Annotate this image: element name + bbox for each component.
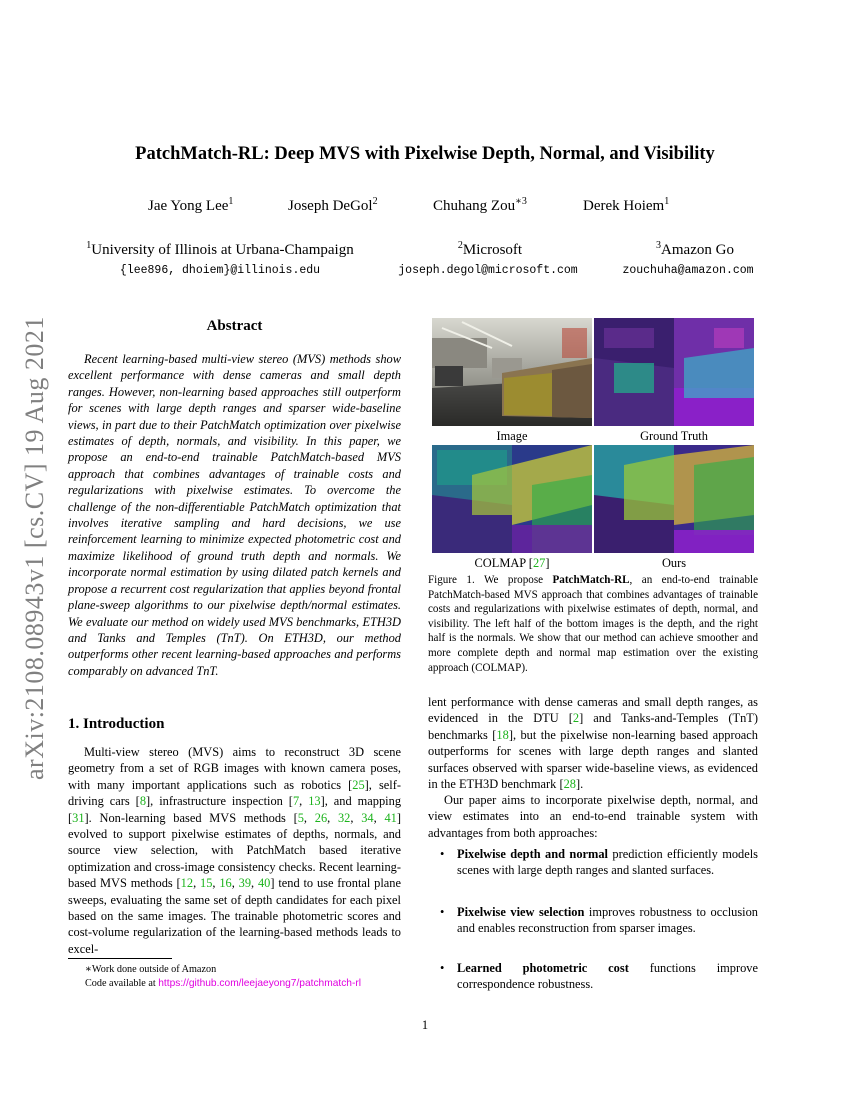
intro-paragraph: Multi-view stereo (MVS) aims to reconstruct 3D scene geometry from a set of RGB images with known camera poses, with many important applications such as robotics [25], self-driving cars [8], infrastructure inspection [7, 13], and mapping [31]. Non-learning based MVS methods [5, 26, 32, 34, 41] evolved to support pixelwise estimates of depths, normals, and source view selection, with PatchMatch based iterative optimization and cross-image consistency checks. Recent learning-based MVS methods [12, 15, 16, 39, 40] tend to use frontal plane sweeps, evaluating the same set of depth candidates for each pixel based on the same images. The trainable photometric scores and cost-volume regularization of the learning-based methods leads to excel-	[68, 745, 402, 956]
citation-link[interactable]: 12	[180, 876, 194, 891]
citation-link[interactable]: 31	[72, 810, 85, 825]
bullet-item: • Pixelwise depth and normal prediction efficiently models scenes with large depth ranges and slanted surfaces.	[440, 847, 758, 878]
citation-link[interactable]: 8	[139, 794, 147, 809]
citation-link[interactable]: 32	[337, 810, 351, 825]
author-4: Derek Hoiem$^1$	[583, 196, 670, 214]
footnote-work: ∗Work done outside of Amazon	[85, 964, 217, 975]
affiliation-3: $^3$Amazon Go	[656, 240, 734, 258]
bullet-item: • Pixelwise view selection improves robustness to occlusion and enables reconstruction from sparser images.	[440, 905, 758, 936]
citation-link[interactable]: 41	[384, 810, 397, 825]
citation-link[interactable]: 26	[314, 810, 328, 825]
citation-link[interactable]: 2	[572, 711, 580, 726]
email-2[interactable]: joseph.degol@microsoft.com	[398, 264, 578, 277]
page-number: 1	[421, 1018, 429, 1032]
figure-image-rgb	[432, 318, 592, 426]
arxiv-stamp: arXiv:2108.08943v1 [cs.CV] 19 Aug 2021	[20, 316, 49, 780]
paper-title: PatchMatch-RL: Deep MVS with Pixelwise Depth, Normal, and Visibility	[135, 144, 715, 164]
citation-link[interactable]: 18	[496, 727, 509, 742]
author-1: Jae Yong Lee$^1$	[148, 196, 234, 214]
citation-link[interactable]: 5	[297, 810, 304, 825]
figure-label-colmap: COLMAP [27]	[474, 556, 550, 570]
right-col-paragraph-2: Our paper aims to incorporate pixelwise depth, normal, and view estimates into an end-to-end trainable system with advantages from both approaches:	[428, 793, 758, 840]
figure-1	[432, 318, 754, 570]
abstract-text: Recent learning-based multi-view stereo (MVS) methods show excellent performance with dense cameras and small depth ranges. However, non-learning based approaches still outperform for scenes with large depth ranges and sparser wide-baseline views, in part due to their PatchMatch optimization over pixelwise estimates of depth, normals, and visibility. In this paper, we propose an end-to-end trainable PatchMatch-based MVS approach that combines advantages of trainable costs and regularizations with pixelwise estimates. To overcome the challenge of the non-differentiable PatchMatch optimization that involves iterative sampling and hard decisions, we use reinforcement learning to minimize expected photometric cost and maximize likelihood of ground truth depth and normals. We incorporate normal estimation by using dilated patch kernels and propose a recurrent cost regularization that applies beyond frontal plane-sweep algorithms to our pixelwise depth/normal estimates. We evaluate our method on widely used MVS benchmarks, ETH3D and Tanks and Temples (TnT). On ETH3D, our method outperforms other recent learning-based approaches and performs comparably on advanced TnT.	[68, 352, 401, 678]
affiliation-2: $^2$Microsoft	[457, 240, 523, 258]
citation-link[interactable]: 27	[532, 556, 546, 570]
citation-link[interactable]: 16	[219, 876, 232, 891]
figure-caption: Figure 1. We propose PatchMatch-RL, an end-to-end trainable PatchMatch-based MVS approach that combines advantages of trainable costs and regularizations with pixelwise estimates of depth, normal, and visibility. The left half of the bottom images is the depth, and the right half is the normals. We show that our method can achieve smoother and more complete depth and normal map estimation over the existing approach (COLMAP).	[428, 574, 758, 674]
figure-ours-result	[594, 445, 754, 553]
figure-ground-truth	[594, 318, 754, 426]
footnote-code: Code available at https://github.com/leejaeyong7/patchmatch-rl	[85, 978, 361, 989]
affiliation-1: $^1$University of Illinois at Urbana-Champaign	[86, 240, 354, 258]
email-1[interactable]: {lee896, dhoiem}@illinois.edu	[119, 264, 321, 277]
figure-colmap-result	[432, 445, 592, 553]
citation-link[interactable]: 13	[308, 794, 321, 809]
citation-link[interactable]: 40	[257, 876, 271, 891]
figure-label-image: Image	[496, 429, 528, 443]
right-col-paragraph-1: lent performance with dense cameras and small depth ranges, as evidenced in the DTU [2] and Tanks-and-Temples (TnT) benchmarks [18], but the pixelwise non-learning based approach outperforms for scenes with large depth ranges and slanted surfaces observed with sparser wide-baseline views, as evidenced in the ETH3D benchmark [28].	[428, 695, 758, 792]
citation-link[interactable]: 39	[238, 876, 252, 891]
section-heading-introduction: 1. Introduction	[68, 716, 165, 732]
footnote-rule	[68, 958, 172, 959]
bullet-item: • Learned photometric cost functions improve correspondence robustness.	[440, 961, 758, 992]
author-3: Chuhang Zou$^{∗3}$	[433, 196, 527, 214]
citation-link[interactable]: 15	[200, 876, 213, 891]
citation-link[interactable]: 34	[361, 810, 374, 825]
author-2: Joseph DeGol$^2$	[288, 196, 378, 214]
abstract-heading: Abstract	[206, 318, 263, 334]
citation-link[interactable]: 7	[292, 794, 300, 809]
citation-link[interactable]: 25	[352, 777, 365, 792]
figure-label-ours: Ours	[661, 556, 687, 570]
email-3[interactable]: zouchuha@amazon.com	[622, 264, 754, 277]
citation-link[interactable]: 28	[563, 777, 576, 792]
code-url-link[interactable]: https://github.com/leejaeyong7/patchmatch-rl	[158, 978, 361, 989]
figure-label-ground-truth: Ground Truth	[640, 429, 708, 443]
